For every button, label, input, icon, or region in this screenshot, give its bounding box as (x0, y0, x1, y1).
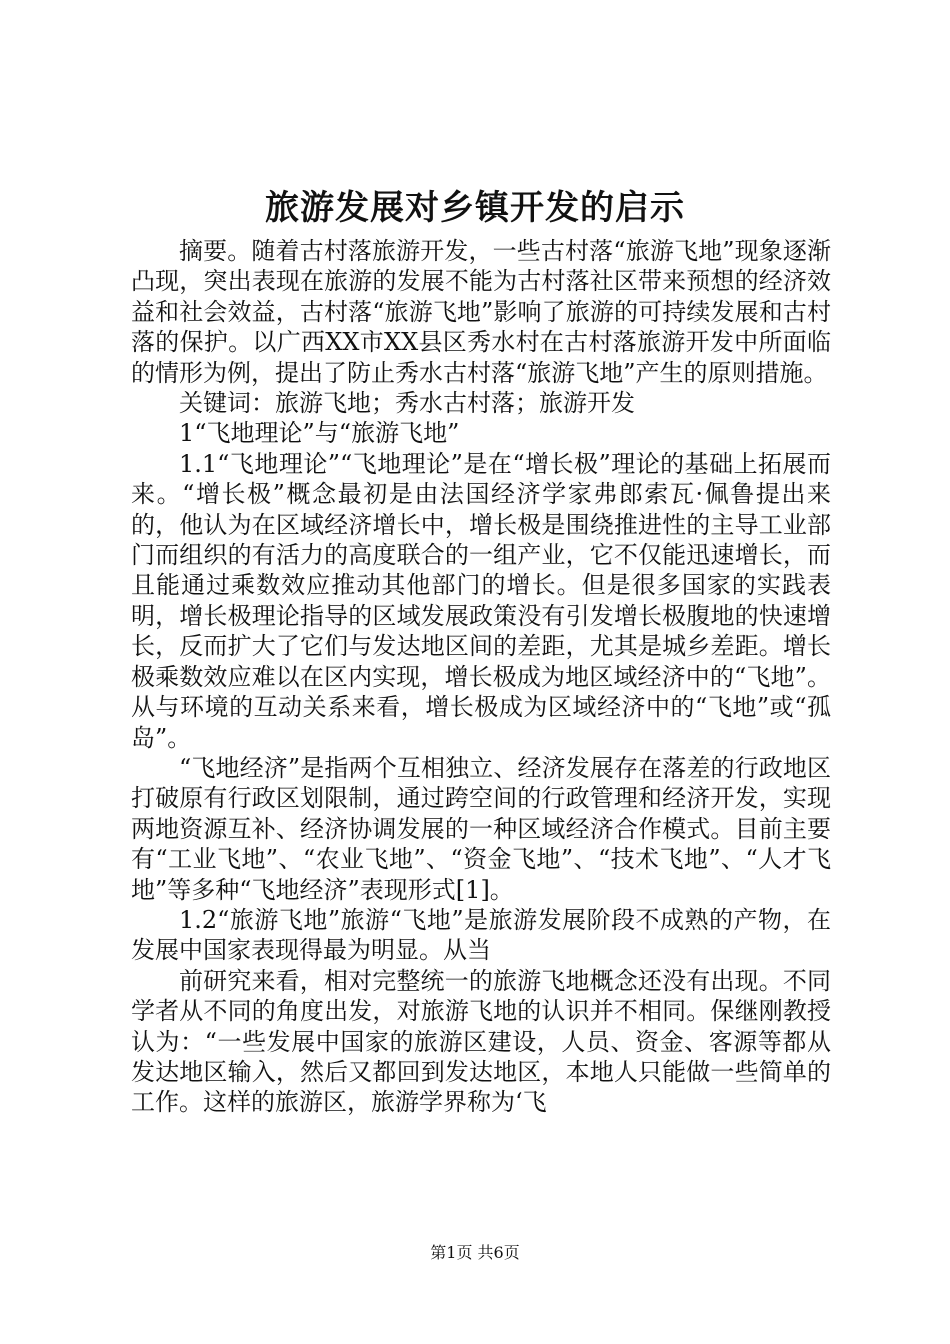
section-1-2-paragraph: 1.2“旅游飞地”旅游“飞地”是旅游发展阶段不成熟的产物，在发展中国家表现得最为明显。从当 (131, 905, 831, 965)
enclave-economy-paragraph: “飞地经济”是指两个互相独立、经济发展存在落差的行政地区打破原有行政区划限制，通过跨空间的行政管理和经济开发，实现两地资源互补、经济协调发展的一种区域经济合作模式。目前主要有“工业飞地”、“农业飞地”、“资金飞地”、“技术飞地”、“人才飞地”等多种“飞地经济”表现形式[1]。 (131, 753, 831, 904)
continuation-paragraph: 前研究来看，相对完整统一的旅游飞地概念还没有出现。不同学者从不同的角度出发，对旅游飞地的认识并不相同。保继刚教授认为：“一些发展中国家的旅游区建设，人员、资金、客源等都从发达地区输入，然后又都回到发达地区，本地人只能做一些简单的工作。这样的旅游区，旅游学界称为‘飞 (131, 966, 831, 1117)
keywords-paragraph: 关键词：旅游飞地；秀水古村落；旅游开发 (179, 389, 635, 418)
section-1-1-paragraph: 1.1“飞地理论”“飞地理论”是在“增长极”理论的基础上拓展而来。“增长极”概念最初是由法国经济学家弗郎索瓦·佩鲁提出来的，他认为在区域经济增长中，增长极是围绕推进性的主导工业部门而组织的有活力的高度联合的一组产业，它不仅能迅速增长，而且能通过乘数效应推动其他部门的增长。但是很多国家的实践表明，增长极理论指导的区域发展政策没有引发增长极腹地的快速增长，反而扩大了它们与发达地区间的差距，尤其是城乡差距。增长极乘数效应难以在区内实现，增长极成为地区域经济中的“飞地”。从与环境的互动关系来看，增长极成为区域经济中的“飞地”或“孤岛”。 (131, 449, 831, 752)
page-footer: 第1页 共6页 (430, 1243, 520, 1262)
abstract-paragraph: 摘要。随着古村落旅游开发，一些古村落“旅游飞地”现象逐渐凸现，突出表现在旅游的发展不能为古村落社区带来预想的经济效益和社会效益，古村落“旅游飞地”影响了旅游的可持续发展和古村落的保护。以广西XX市XX县区秀水村在古村落旅游开发中所面临的情形为例，提出了防止秀水古村落“旅游飞地”产生的原则措施。 (131, 237, 831, 387)
document-body (131, 236, 831, 1118)
document-title: 旅游发展对乡镇开发的启示 (265, 188, 685, 228)
section-heading-1: 1“飞地理论”与“旅游飞地” (179, 419, 460, 448)
